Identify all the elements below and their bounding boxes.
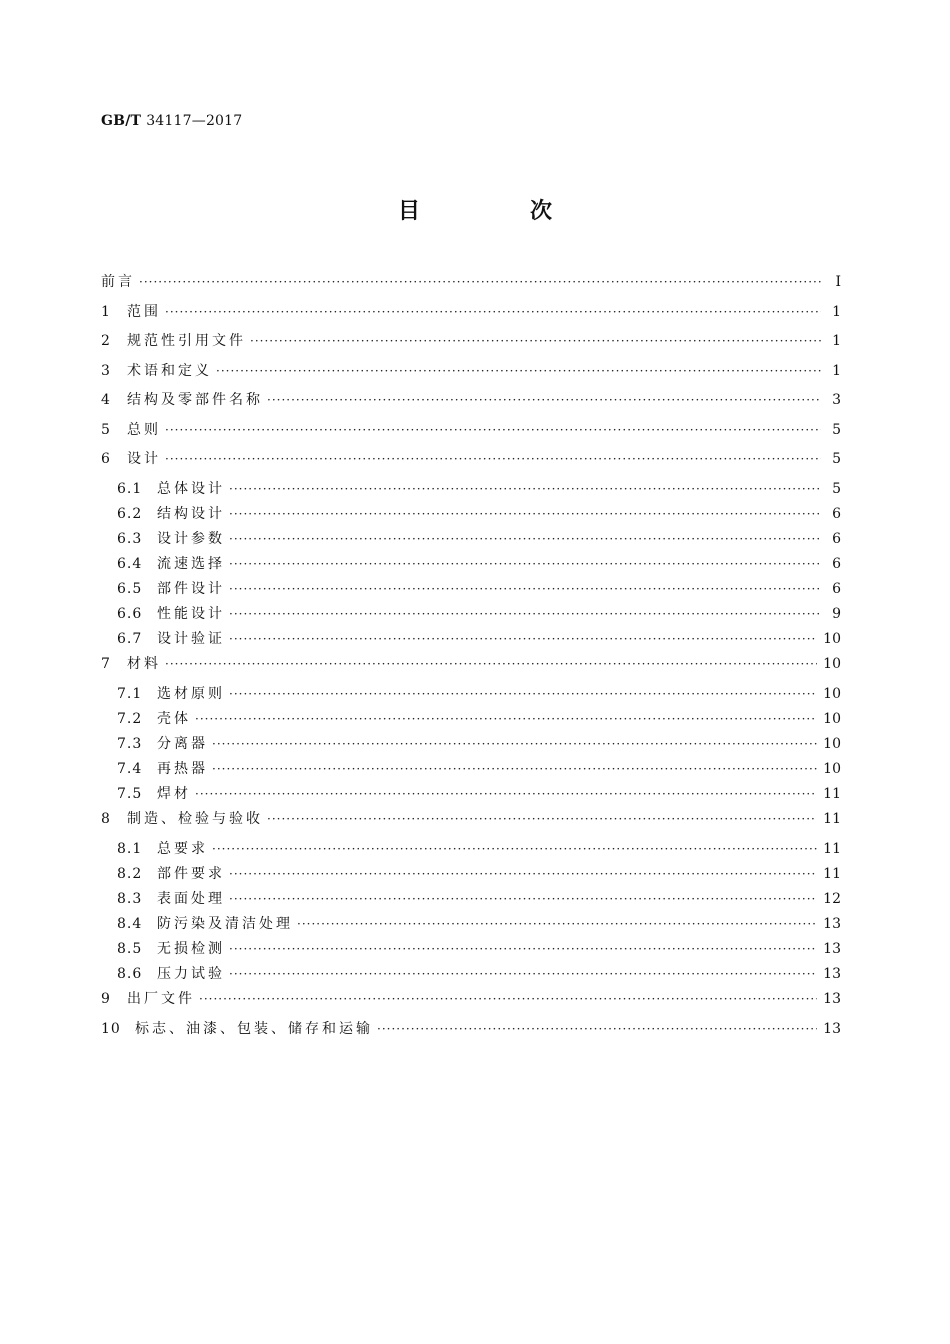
- toc-leader-dots: [229, 939, 817, 959]
- toc-leader-dots: [229, 684, 817, 704]
- toc-leader-dots: [212, 734, 817, 754]
- toc-entry-number: 4: [101, 392, 111, 408]
- toc-entry-page: 9: [832, 605, 841, 622]
- toc-entry-label: 部件要求: [157, 865, 225, 882]
- toc-entry[interactable]: [101, 784, 841, 809]
- toc-entry-page: 11: [823, 786, 841, 803]
- toc-leader-dots: [229, 604, 821, 624]
- toc-entry-label: 范围: [127, 303, 161, 320]
- toc-entry-label: 流速选择: [157, 555, 225, 572]
- toc-entry-number: 6.5: [117, 580, 143, 597]
- toc-entry-page: 13: [823, 991, 841, 1008]
- toc-entry[interactable]: [101, 684, 841, 709]
- toc-entry-page: 6: [832, 580, 841, 597]
- toc-entry-page: 1: [832, 362, 841, 379]
- toc-leader-dots: [250, 331, 821, 351]
- toc-entry-label: 标志、油漆、包装、储存和运输: [135, 1020, 373, 1037]
- toc-entry[interactable]: [101, 989, 841, 1019]
- toc-entry-label: 结构及零部件名称: [127, 392, 263, 408]
- toc-entry-number: 8.6: [117, 966, 143, 983]
- toc-entry-label: 出厂文件: [127, 991, 195, 1008]
- toc-entry[interactable]: [101, 579, 841, 604]
- toc-leader-dots: [229, 629, 817, 649]
- toc-entry-number: 6.4: [117, 555, 143, 572]
- toc-entry-number: 8.2: [117, 865, 143, 882]
- document-code-number: 34117—2017: [146, 113, 243, 129]
- toc-entry-label: 性能设计: [157, 605, 225, 622]
- toc-leader-dots: [297, 914, 817, 934]
- toc-entry-number: 10: [101, 1020, 121, 1037]
- toc-entry-page: 10: [823, 710, 841, 727]
- toc-leader-dots: [195, 784, 817, 804]
- toc-entry-label: 焊材: [157, 786, 191, 803]
- toc-entry[interactable]: [101, 864, 841, 889]
- toc-entry-label: 总要求: [157, 840, 208, 857]
- toc-entry-label: 防污染及清洁处理: [157, 915, 293, 932]
- toc-entry-page: 6: [832, 555, 841, 572]
- toc-entry-number: 7.5: [117, 786, 143, 803]
- toc-entry-page: 11: [823, 811, 841, 828]
- toc-entry-page: 10: [823, 760, 841, 777]
- toc-entry-page: 11: [823, 840, 841, 857]
- toc-entry-page: 10: [823, 656, 841, 673]
- document-code: [101, 113, 242, 129]
- toc-entry[interactable]: [101, 629, 841, 654]
- toc-entry[interactable]: [101, 449, 841, 479]
- toc-entry[interactable]: [101, 889, 841, 914]
- toc-entry-number: 6.1: [117, 480, 143, 497]
- toc-leader-dots: [229, 554, 821, 574]
- toc-entry-label: 无损检测: [157, 941, 225, 957]
- toc-entry[interactable]: [101, 654, 841, 684]
- toc-leader-dots: [229, 504, 821, 524]
- toc-entry[interactable]: [101, 939, 841, 964]
- toc-entry-page: 13: [823, 915, 841, 932]
- toc-entry[interactable]: [101, 759, 841, 784]
- toc-entry-label: 总则: [127, 421, 161, 438]
- toc-leader-dots: [229, 529, 821, 549]
- toc-entry-page: 5: [832, 421, 841, 438]
- toc-entry[interactable]: [101, 302, 841, 332]
- toc-entry[interactable]: [101, 734, 841, 759]
- toc-entry-number: 9: [101, 991, 111, 1008]
- toc-leader-dots: [212, 759, 817, 779]
- toc-entry-page: 1: [832, 333, 841, 349]
- toc-entry-label: 部件设计: [157, 580, 225, 597]
- toc-leader-dots: [229, 479, 821, 499]
- toc-entry[interactable]: [101, 709, 841, 734]
- toc-title: 目 次: [397, 199, 596, 224]
- toc-entry-number: 5: [101, 421, 111, 438]
- toc-entry-label: 选材原则: [157, 685, 225, 702]
- toc-entry[interactable]: [101, 1019, 841, 1049]
- toc-entry-label: 总体设计: [157, 480, 225, 497]
- toc-leader-dots: [229, 964, 817, 984]
- toc-entry-number: 8.5: [117, 941, 143, 957]
- toc-entry-label: 设计参数: [157, 530, 225, 547]
- toc-entry-number: 6.2: [117, 505, 143, 522]
- toc-entry-page: 10: [823, 735, 841, 752]
- toc-entry[interactable]: [101, 529, 841, 554]
- toc-entry-page: 12: [823, 890, 841, 907]
- toc-leader-dots: [229, 864, 817, 884]
- toc-entry-label: 壳体: [157, 710, 191, 727]
- toc-entry-page: 3: [832, 392, 841, 408]
- toc-entry-number: 6: [101, 451, 111, 467]
- toc-leader-dots: [165, 420, 821, 440]
- toc-leader-dots: [199, 989, 817, 1009]
- toc-entry-label: 材料: [127, 656, 161, 673]
- toc-entry-page: 13: [823, 1020, 841, 1037]
- toc-entry-number: 6.7: [117, 631, 143, 648]
- toc-entry-page: Ⅰ: [835, 274, 841, 290]
- toc-leader-dots: [267, 390, 821, 410]
- toc-entry-number: 7.3: [117, 735, 143, 752]
- toc-entry-number: 7.1: [117, 685, 143, 702]
- toc-entry-page: 10: [823, 685, 841, 702]
- toc-entry-number: 2: [101, 333, 111, 349]
- toc-entry-page: 6: [832, 505, 841, 522]
- toc-entry-number: 6.3: [117, 530, 143, 547]
- toc-entry-label: 表面处理: [157, 890, 225, 907]
- toc-entry[interactable]: [101, 479, 841, 504]
- toc-entry-page: 13: [823, 941, 841, 957]
- toc-entry-number: 8.3: [117, 890, 143, 907]
- toc-entry-page: 10: [823, 631, 841, 648]
- toc-leader-dots: [165, 654, 817, 674]
- toc-entry-label: 术语和定义: [127, 362, 212, 379]
- table-of-contents: [101, 272, 841, 1048]
- toc-entry[interactable]: [101, 839, 841, 864]
- toc-entry[interactable]: [101, 604, 841, 629]
- toc-entry[interactable]: [101, 390, 841, 420]
- toc-entry-number: 8.1: [117, 840, 143, 857]
- toc-entry[interactable]: [101, 331, 841, 361]
- document-code-prefix: GB/T: [101, 113, 142, 129]
- toc-entry-label: 制造、检验与验收: [127, 811, 263, 828]
- toc-leader-dots: [267, 809, 817, 829]
- toc-entry-label: 再热器: [157, 760, 208, 777]
- toc-entry-number: 7.4: [117, 760, 143, 777]
- toc-entry-number: 8.4: [117, 915, 143, 932]
- toc-entry-number: 7.2: [117, 710, 143, 727]
- toc-entry-number: 1: [101, 303, 111, 320]
- toc-leader-dots: [377, 1019, 817, 1039]
- toc-entry-label: 结构设计: [157, 505, 225, 522]
- toc-leader-dots: [212, 839, 817, 859]
- toc-entry-number: 6.6: [117, 605, 143, 622]
- toc-entry-number: 8: [101, 811, 111, 828]
- toc-entry[interactable]: [101, 272, 841, 302]
- toc-entry-page: 5: [832, 451, 841, 467]
- toc-leader-dots: [139, 272, 821, 292]
- toc-entry-label: 压力试验: [157, 966, 225, 983]
- toc-leader-dots: [195, 709, 817, 729]
- toc-entry[interactable]: [101, 964, 841, 989]
- toc-entry-number: 3: [101, 362, 111, 379]
- toc-entry[interactable]: [101, 361, 841, 391]
- toc-leader-dots: [229, 889, 817, 909]
- toc-leader-dots: [165, 302, 821, 322]
- toc-entry-label: 设计验证: [157, 631, 225, 648]
- toc-entry-label: 前言: [101, 274, 135, 290]
- toc-entry-page: 5: [832, 480, 841, 497]
- toc-entry[interactable]: [101, 420, 841, 450]
- toc-entry-label: 分离器: [157, 735, 208, 752]
- toc-leader-dots: [229, 579, 821, 599]
- toc-leader-dots: [165, 449, 821, 469]
- toc-leader-dots: [216, 361, 821, 381]
- toc-entry[interactable]: [101, 914, 841, 939]
- toc-entry-page: 1: [832, 303, 841, 320]
- toc-entry-label: 设计: [127, 451, 161, 467]
- toc-entry[interactable]: [101, 809, 841, 839]
- toc-entry[interactable]: [101, 554, 841, 579]
- toc-entry-page: 11: [823, 865, 841, 882]
- toc-entry-label: 规范性引用文件: [127, 333, 246, 349]
- toc-entry[interactable]: [101, 504, 841, 529]
- toc-entry-page: 13: [823, 966, 841, 983]
- toc-entry-number: 7: [101, 656, 111, 673]
- toc-entry-page: 6: [832, 530, 841, 547]
